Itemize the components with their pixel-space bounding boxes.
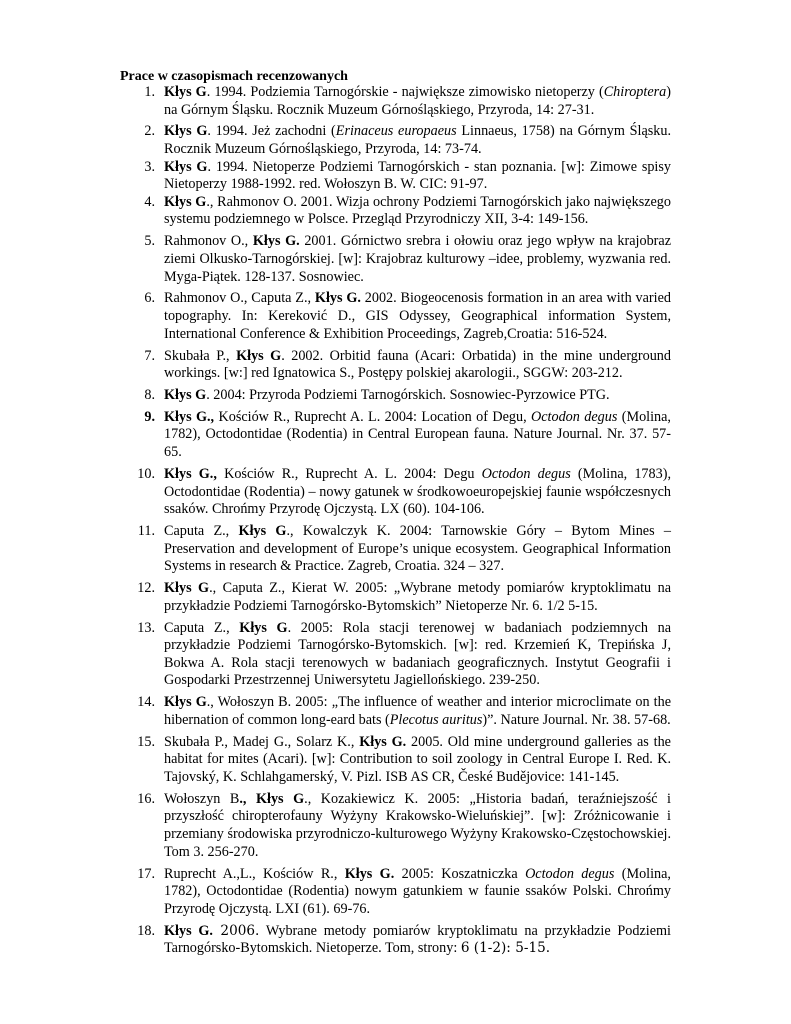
reference-list [0, 84, 791, 958]
author-name: Kłys G [236, 347, 282, 364]
author-name: Kłys G. [252, 233, 300, 250]
reference-text: 6 (1-2): 5-15. [460, 940, 551, 957]
author-name: Kłys G [164, 158, 208, 175]
reference-item [0, 290, 671, 343]
reference-number: 11. [137, 523, 155, 540]
reference-item [0, 923, 671, 958]
reference-text: . 2005: Rola stacji terenowej w badaniach podziemnych na przykładzie Podziemi Tarnogórsko-Bytomskich. [w]: red. Krzemień K, Trepińska J, Bokwa A. Rola stacji terenowych w badaniach geograficznych. Instytut Geografii i Gospodarki Przestrzennej Uniwersytetu Jagiellońskiego. 239-250. [164, 619, 671, 689]
author-name: Kłys G [164, 193, 207, 210]
reference-text: . 2004: Przyroda Podziemi Tarnogórskich. Sosnowiec-Pyrzowice PTG. [206, 386, 610, 403]
reference-text: Wybrane metody pomiarów kryptoklimatu na przykładzie Podziemi Tarnogórsko-Bytomskich. Nietoperze. Tom, strony: [164, 922, 671, 957]
reference-number: 4. [144, 193, 155, 210]
reference-text: ) na Górnym Śląsku. Rocznik Muzeum Górnośląskiego, Przyroda, 14: 27-31. [164, 84, 671, 118]
reference-text: 2006. [212, 922, 260, 939]
reference-text: ., Kowalczyk K. 2004: Tarnowskie Góry – Bytom Mines – Preservation and development of Europe’s unique ecosystem. Geographical Information Systems in research & Practice. Zagreb, Croatia. 324 – 327. [164, 523, 671, 575]
species-name: Octodon degus [481, 465, 571, 482]
reference-text: Kościów R., Ruprecht A. L. 2004: Degu [216, 465, 482, 482]
reference-number: 5. [144, 233, 155, 250]
reference-text: ., Wołoszyn B. 2005: „The influence of weather and interior microclimate on the hibernation of common long-eard bats ( [164, 694, 671, 728]
author-name: Kłys G. [359, 733, 407, 750]
reference-number: 14. [137, 694, 155, 711]
author-name: Kłys G., [164, 408, 215, 425]
reference-number: 16. [137, 790, 155, 807]
reference-number: 7. [144, 347, 155, 364]
reference-item [0, 866, 671, 919]
author-name: Kłys G. [344, 865, 395, 882]
reference-number: 6. [144, 290, 155, 307]
reference-text: 2002. Biogeocenosis formation in an area with varied topography. In: Kereković D., GIS Odyssey, Geographical information System, International Conference & Exhibition Proceedings, Zagreb,Croatia: 516-524. [164, 290, 671, 342]
reference-item [0, 620, 671, 690]
reference-text: Rahmonov O., Caputa Z., [164, 290, 315, 307]
reference-text: (Molina, 1782), Octodontidae (Rodentia) nowym gatunkiem w faunie ssaków Polski. Chrońmy Przyrodę Ojczystą. LXI (61). 69-76. [164, 865, 671, 917]
author-name: Kłys G. [314, 290, 361, 307]
reference-item [0, 387, 671, 405]
reference-text: Caputa Z., [164, 523, 239, 540]
species-name: Erinaceus europaeus [335, 123, 457, 140]
reference-text: Caputa Z., [164, 619, 240, 636]
reference-number: 18. [137, 922, 155, 939]
reference-number: 15. [137, 733, 155, 750]
reference-text: )”. Nature Journal. Nr. 38. 57-68. [482, 711, 671, 728]
reference-item [0, 694, 671, 729]
author-name: Kłys G [238, 523, 287, 540]
reference-text: 2001. Górnictwo srebra i ołowiu oraz jego wpływ na krajobraz ziemi Olkusko-Tarnogórskiej. [w]: Krajobraz kulturowy –idee, problemy, wyzwania red. Myga-Piątek. 128-137. Sosnowiec. [164, 233, 671, 285]
species-name: Plecotus auritus [389, 711, 483, 728]
reference-text: ., Rahmonov O. 2001. Wizja ochrony Podziemi Tarnogórskich jako największego systemu podziemnego w Polsce. Przegląd Przyrodniczy XII, 3-4: 149-156. [164, 193, 671, 228]
reference-text: Skubała P., [164, 347, 237, 364]
reference-text: (Molina, 1783), Octodontidae (Rodentia) – nowy gatunek w środkowoeuropejskiej faunie współczesnych ssaków. Chrońmy Przyrodę Ojczystą. LX (60). 104-106. [164, 465, 671, 518]
reference-number: 9. [144, 408, 155, 425]
reference-number: 2. [144, 123, 155, 140]
reference-text: . 1994. Jeż zachodni ( [207, 123, 336, 140]
reference-item [0, 791, 671, 861]
author-name: Kłys G. [164, 922, 213, 939]
reference-text: Wołoszyn B [164, 790, 240, 807]
reference-text: Ruprecht A.,L., Kościów R., [164, 865, 345, 882]
reference-item [0, 466, 671, 519]
reference-number: 3. [144, 158, 155, 175]
reference-number: 12. [137, 580, 155, 597]
author-name: Kłys G [164, 580, 210, 597]
reference-item [0, 523, 671, 576]
reference-text: Linnaeus, 1758) na Górnym Śląsku. Rocznik Muzeum Górnośląskiego, Przyroda, 14: 73-74. [164, 123, 671, 158]
author-name: Kłys G [164, 123, 208, 140]
reference-item [0, 194, 671, 229]
reference-item [0, 123, 671, 158]
reference-text: (Molina, 1782), Octodontidae (Rodentia) in Central European fauna. Nature Journal. Nr. 37. 57-65. [164, 408, 671, 461]
reference-number: 8. [144, 386, 155, 403]
reference-text: ., Caputa Z., Kierat W. 2005: „Wybrane metody pomiarów kryptoklimatu na przykładzie Podziemi Tarnogórsko-Bytomskich” Nietoperze Nr. 6. 1/2 5-15. [164, 580, 671, 614]
section-heading: Prace w czasopismach recenzowanych [120, 69, 348, 84]
author-name: Kłys G [164, 694, 207, 711]
reference-text: ., Kozakiewicz K. 2005: „Historia badań, teraźniejszość i przyszłość chiropterofauny Wyżyny Krakowsko-Wieluńskiej”. [w]: Zróżnicowanie i przemiany środowiska przyrodniczo-kulturowego Wyżyny Krakowsko-Częstochowskiej. Tom 3. 256-270. [164, 790, 671, 860]
species-name: Chiroptera [603, 84, 667, 100]
author-name: Kłys G [164, 386, 207, 403]
reference-text: Rahmonov O., [164, 233, 253, 250]
reference-item [0, 84, 671, 119]
reference-text: . 2002. Orbitid fauna (Acari: Orbatida) in the mine underground workings. [w:] red Ignatowica S., Postępy polskiej akarologii., SGGW: 203-212. [164, 347, 671, 382]
species-name: Octodon degus [531, 408, 618, 425]
reference-text: . 1994. Nietoperze Podziemi Tarnogórskich - stan poznania. [w]: Zimowe spisy Nietoperzy 1988-1992. red. Wołoszyn B. W. CIC: 91-97. [164, 158, 671, 193]
reference-item [0, 734, 671, 787]
reference-number: 10. [137, 465, 155, 482]
reference-number: 13. [137, 619, 155, 636]
reference-text: Skubała P., Madej G., Solarz K., [164, 733, 360, 750]
reference-item [0, 159, 671, 194]
reference-item [0, 348, 671, 383]
author-name: ., Kłys G [239, 790, 305, 807]
reference-text: 2005. Old mine underground galleries as the habitat for mites (Acari). [w]: Contribution to soil zoology in Central Europe I. Red. K. Tajovský, K. Schlahgamerský, V. Pizl. ISB AS CR, České Budějovice: 141-145. [164, 733, 671, 785]
author-name: Kłys G [239, 619, 288, 636]
reference-item [0, 233, 671, 286]
reference-text: Kościów R., Ruprecht A. L. 2004: Location of Degu, [214, 408, 531, 425]
reference-number: 1. [144, 84, 155, 100]
author-name: Kłys G., [164, 465, 217, 482]
reference-item [0, 580, 671, 615]
reference-number: 17. [137, 865, 155, 882]
reference-text: 2005: Koszatniczka [394, 865, 526, 882]
author-name: Kłys G [164, 84, 207, 100]
reference-item [0, 409, 671, 462]
species-name: Octodon degus [525, 865, 615, 882]
reference-text: . 1994. Podziemia Tarnogórskie - największe zimowisko nietoperzy ( [206, 84, 604, 100]
